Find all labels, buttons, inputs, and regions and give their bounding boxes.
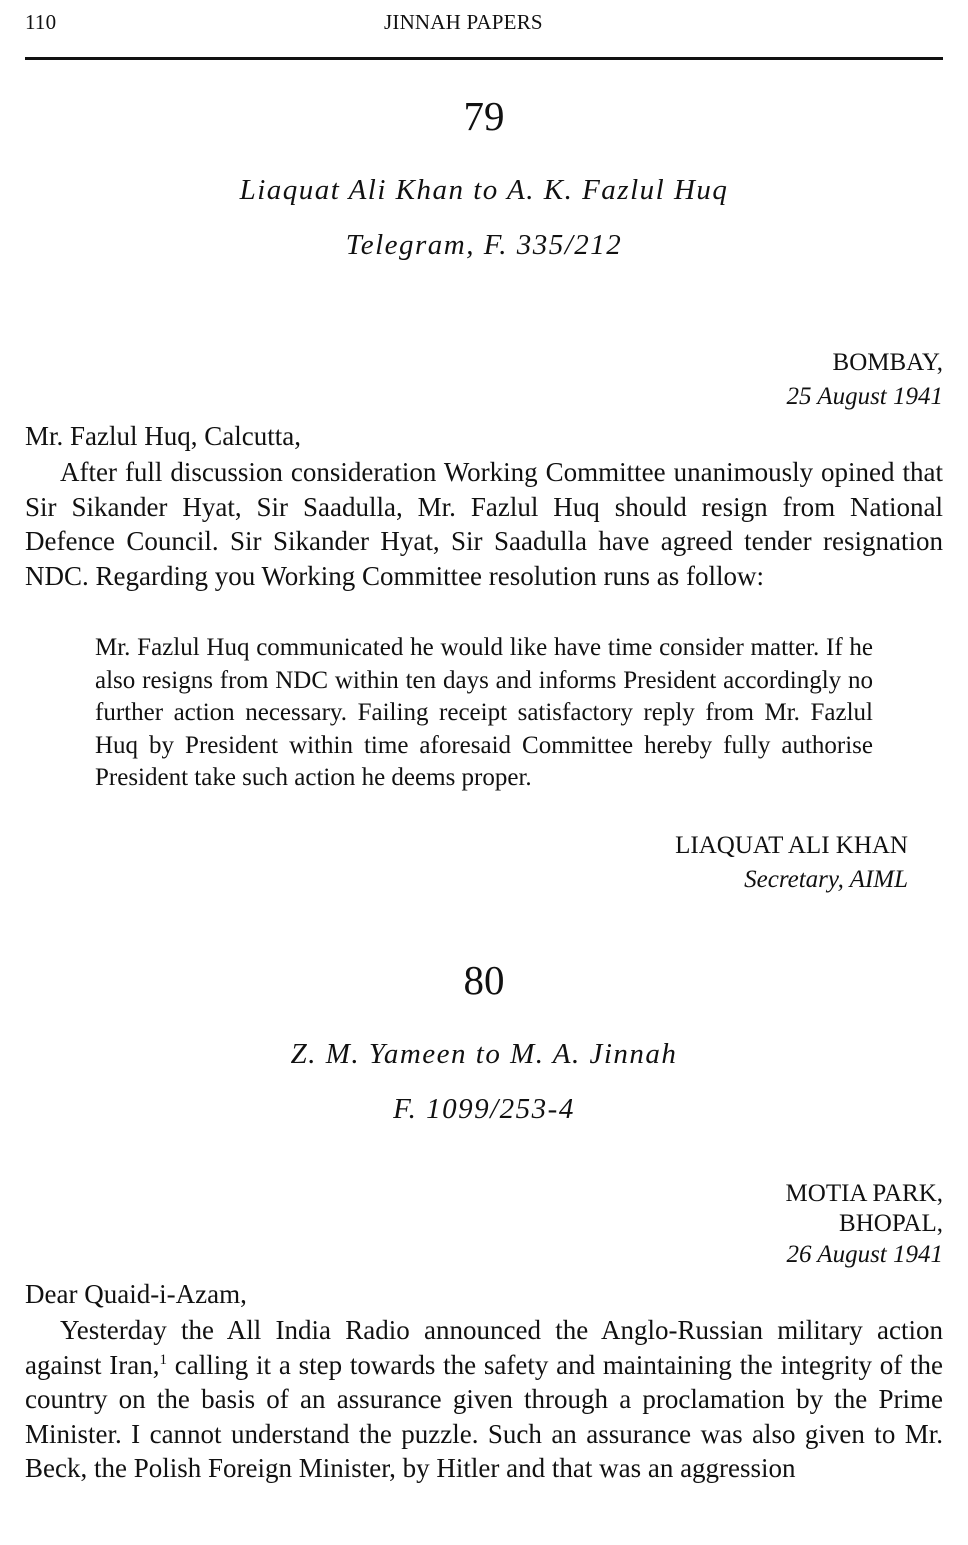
document-reference: F. 1099/253-4 bbox=[393, 1093, 575, 1125]
body-paragraph: After full discussion consideration Working Committee unanimously opined that Sir Sikander Hyat, Sir Saadulla, Mr. Fazlul Huq should resign from National Defence Council. Sir Sikander Hyat, Sir Saadulla have agreed tender resignation NDC. Regarding you Working Committee resolution runs as follow: bbox=[25, 457, 943, 591]
header-rule bbox=[25, 57, 943, 60]
salutation: Dear Quaid-i-Azam, bbox=[25, 1279, 247, 1309]
signatory-designation: Secretary, AIML bbox=[744, 866, 908, 893]
document-title: Liaquat Ali Khan to A. K. Fazlul Huq bbox=[239, 174, 729, 206]
body-paragraph: Yesterday the All India Radio announced the Anglo-Russian military action against Iran,$^1$ calling it a step towards the safety and maintaining the integrity of the country on the basis of an assurance given through a proclamation by the Prime Minister. I cannot understand the puzzle. Such an assurance was also given to Mr. Beck, the Polish Foreign Minister, by Hitler and that was an aggression bbox=[25, 1315, 943, 1484]
place-line: MOTIA PARK, bbox=[785, 1180, 943, 1207]
place-line: BOMBAY, bbox=[832, 349, 943, 376]
running-title: JINNAH PAPERS bbox=[384, 10, 543, 34]
footnote-marker: 1 bbox=[159, 1351, 167, 1368]
salutation: Mr. Fazlul Huq, Calcutta, bbox=[25, 421, 301, 451]
page-number: 110 bbox=[25, 10, 57, 34]
document-number: 79 bbox=[463, 93, 505, 139]
document-number: 80 bbox=[463, 957, 505, 1003]
quoted-resolution: Mr. Fazlul Huq communicated he would like have time consider matter. If he also resigns from NDC within ten days and informs President accordingly no further action necessary. Failing receipt satisfactory reply from Mr. Fazlul Huq by President within time aforesaid Committee hereby fully authorise President take such action he deems proper. bbox=[95, 634, 873, 791]
place-line: BHOPAL, bbox=[839, 1210, 943, 1237]
signatory: LIAQUAT ALI KHAN bbox=[675, 832, 908, 859]
letter-date: 26 August 1941 bbox=[786, 1241, 943, 1268]
document-title: Z. M. Yameen to M. A. Jinnah bbox=[290, 1038, 678, 1070]
document-reference: Telegram, F. 335/212 bbox=[345, 229, 623, 261]
letter-date: 25 August 1941 bbox=[786, 383, 943, 410]
